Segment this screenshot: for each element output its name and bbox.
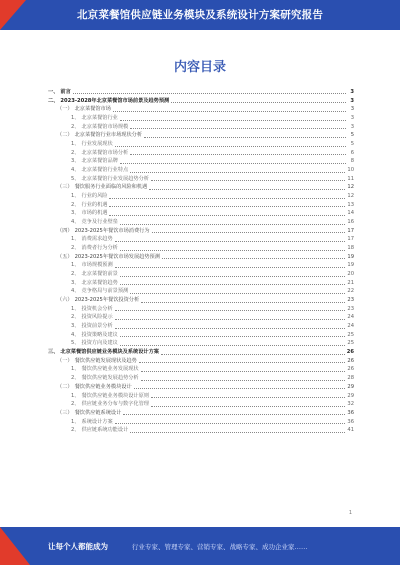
toc-leader-dots	[141, 302, 345, 303]
toc-entry-number: （三）	[57, 184, 73, 191]
toc-entry-number: 4、	[71, 219, 80, 226]
toc-entry-page: 17	[347, 227, 354, 234]
toc-entry-label: 行业的风险	[81, 193, 108, 200]
toc-leader-dots	[123, 414, 345, 415]
toc-entry-number: （一）	[57, 357, 73, 364]
toc-entry-number: 2、	[71, 201, 80, 208]
toc-entry-page: 26	[346, 349, 354, 356]
toc-entry-number: 2、	[71, 375, 80, 382]
toc-title: 内容目录	[173, 60, 226, 75]
toc-entry-number: 1、	[71, 141, 80, 148]
toc-leader-dots	[162, 258, 345, 259]
toc-leader-dots	[120, 345, 346, 346]
toc-entry-number: （二）	[57, 383, 73, 390]
toc-entry[interactable]	[48, 357, 354, 366]
toc-entry-number: 3、	[71, 323, 80, 330]
toc-entry-page: 23	[347, 305, 354, 312]
toc-entry-number: 三、	[48, 349, 59, 356]
toc-leader-dots	[151, 397, 345, 398]
toc-entry[interactable]	[48, 201, 354, 210]
toc-entry-label: 2023-2028年北京菜餐馆市场前景及趋势预测	[60, 97, 170, 104]
toc-leader-dots	[134, 388, 346, 389]
toc-entry-number: 2、	[71, 401, 80, 408]
toc-entry-label: 北京菜餐馆市场	[74, 106, 111, 113]
toc-leader-dots	[152, 232, 346, 233]
toc-entry[interactable]	[48, 253, 354, 262]
toc-entry-page: 36	[347, 418, 354, 425]
toc-entry-label: 竞争及行业壁垒	[81, 219, 118, 226]
toc-entry[interactable]	[48, 418, 354, 427]
toc-entry-label: 北京菜餐馆品牌	[81, 158, 118, 165]
toc-entry[interactable]	[48, 105, 354, 114]
toc-entry-number: 5、	[71, 340, 80, 347]
toc-entry-label: 北京菜餐馆市场分析	[81, 149, 129, 156]
toc-leader-dots	[130, 293, 345, 294]
toc-leader-dots	[113, 111, 346, 112]
toc-entry-label: 投资策略及建议	[81, 331, 118, 338]
table-of-contents	[48, 88, 354, 435]
toc-entry[interactable]	[48, 270, 354, 279]
toc-entry-label: 北京菜餐馆行业特点	[81, 167, 129, 174]
toc-entry-label: 北京菜餐馆供应链业务模块及系统设计方案	[60, 349, 159, 356]
toc-leader-dots	[120, 120, 346, 121]
toc-leader-dots	[120, 250, 346, 251]
toc-entry[interactable]	[48, 322, 354, 331]
toc-leader-dots	[120, 224, 346, 225]
toc-entry-number: 一、	[48, 88, 59, 95]
toc-entry-page: 3	[350, 88, 354, 95]
toc-entry[interactable]	[48, 235, 354, 244]
toc-entry-page: 26	[347, 366, 354, 373]
toc-entry-label: 市场规模预测	[81, 262, 113, 269]
toc-entry-label: 供应链业务分布与数字化管理	[81, 401, 149, 408]
toc-entry-page: 25	[347, 340, 354, 347]
toc-entry-label: 竞争格局与前景预测	[81, 288, 129, 295]
toc-entry[interactable]	[48, 166, 354, 175]
toc-entry-label: 餐饮供应链系统设计	[74, 409, 122, 416]
toc-entry-label: 北京菜餐馆行业发展趋势分析	[81, 175, 149, 182]
toc-entry-page: 17	[347, 236, 354, 243]
toc-entry-label: 2023-2025年餐饮市场消费行为	[74, 227, 150, 234]
toc-entry-page: 20	[347, 271, 354, 278]
toc-leader-dots	[109, 198, 345, 199]
toc-entry-number: （二）	[57, 132, 73, 139]
toc-entry-label: 消费需求趋势	[81, 236, 113, 243]
toc-entry[interactable]	[48, 244, 354, 253]
toc-entry-number: 2、	[71, 271, 80, 278]
toc-entry-label: 市场的机遇	[81, 210, 108, 217]
toc-entry[interactable]	[48, 409, 354, 418]
toc-entry-page: 3	[350, 115, 354, 121]
toc-entry-label: 系统设计方案	[81, 418, 113, 425]
toc-entry[interactable]	[48, 305, 354, 314]
toc-entry-number: （一）	[57, 106, 73, 113]
toc-entry[interactable]	[48, 279, 354, 288]
toc-entry[interactable]	[48, 157, 354, 166]
toc-entry[interactable]	[48, 426, 354, 435]
toc-entry-label: 投资方向及建议	[81, 340, 118, 347]
toc-entry-label: 行业发展现状	[81, 141, 113, 148]
toc-entry-number: （五）	[57, 253, 73, 260]
toc-entry[interactable]	[48, 140, 354, 149]
toc-entry-label: 餐饮供应链业务模块设计原则	[81, 392, 149, 399]
toc-entry-number: 2、	[71, 245, 80, 252]
toc-entry-page: 19	[347, 262, 354, 269]
toc-leader-dots	[161, 354, 345, 355]
toc-entry-page: 23	[347, 297, 354, 304]
toc-leader-dots	[115, 328, 346, 329]
toc-entry[interactable]	[48, 392, 354, 401]
toc-entry-number: 2、	[71, 314, 80, 321]
toc-entry-label: 投资机会分析	[81, 305, 113, 312]
page-number: 1	[348, 510, 352, 516]
toc-entry-number: 1、	[71, 262, 80, 269]
toc-entry-label: 北京菜餐馆行业	[81, 115, 118, 121]
toc-leader-dots	[115, 423, 346, 424]
toc-entry-label: 2023-2025年餐饮市场发展趋势预测	[74, 253, 160, 260]
toc-entry-page: 24	[347, 314, 354, 321]
toc-entry-number: 2、	[71, 123, 80, 130]
toc-entry-label: 消费者行为分析	[81, 245, 118, 252]
toc-leader-dots	[141, 371, 346, 372]
toc-leader-dots	[130, 128, 346, 129]
toc-entry-number: 1、	[71, 193, 80, 200]
toc-leader-dots	[171, 102, 346, 103]
toc-entry-label: 北京菜餐馆市场规模	[81, 123, 129, 130]
toc-entry[interactable]	[48, 192, 354, 201]
toc-entry-label: 餐饮供应链业务发展现状	[81, 366, 139, 373]
toc-entry[interactable]	[48, 287, 354, 296]
toc-entry-page: 29	[347, 383, 354, 390]
toc-entry-number: 4、	[71, 331, 80, 338]
toc-entry-page: 6	[350, 149, 354, 156]
toc-entry[interactable]	[48, 227, 354, 236]
footer-banner	[0, 527, 400, 565]
toc-leader-dots	[130, 432, 345, 433]
toc-entry[interactable]	[48, 400, 354, 409]
toc-entry-number: 1、	[71, 392, 80, 399]
toc-entry[interactable]	[48, 209, 354, 218]
toc-entry-label: 投资风险提示	[81, 314, 113, 321]
toc-leader-dots	[109, 215, 345, 216]
toc-leader-dots	[120, 284, 346, 285]
toc-entry[interactable]	[48, 97, 354, 106]
toc-entry-page: 5	[350, 132, 354, 139]
toc-entry-number: 2、	[71, 149, 80, 156]
toc-entry-page: 3	[350, 97, 354, 104]
toc-entry-label: 北京菜餐馆行业市场现状分析	[74, 132, 143, 139]
toc-entry-number: 5、	[71, 175, 80, 182]
toc-entry[interactable]	[48, 261, 354, 270]
footer-subtitle: 行业专家、管理专家、营销专家、战略专家、成功企业家……	[132, 543, 308, 551]
toc-leader-dots	[151, 180, 345, 181]
footer-slogan: 让每个人都能成为	[48, 542, 108, 551]
header-banner	[0, 0, 400, 30]
toc-entry-page: 12	[347, 193, 354, 200]
toc-entry-number: （六）	[57, 297, 73, 304]
toc-leader-dots	[130, 172, 345, 173]
toc-leader-dots	[115, 267, 346, 268]
toc-entry-page: 41	[347, 427, 354, 434]
toc-entry[interactable]	[48, 88, 354, 97]
toc-entry-page: 24	[347, 323, 354, 330]
toc-entry-number: 3、	[71, 279, 80, 286]
toc-entry[interactable]	[48, 149, 354, 158]
toc-entry-number: 3、	[71, 158, 80, 165]
toc-entry-page: 3	[350, 123, 354, 130]
toc-entry[interactable]	[48, 348, 354, 357]
toc-entry[interactable]	[48, 183, 354, 192]
toc-entry-number: 1、	[71, 115, 80, 121]
toc-entry-page: 26	[347, 357, 354, 364]
toc-entry-number: 4、	[71, 167, 80, 174]
toc-leader-dots	[115, 241, 346, 242]
toc-entry-label: 行业的机遇	[81, 201, 108, 208]
toc-entry-page: 8	[350, 158, 354, 165]
toc-entry-number: 1、	[71, 236, 80, 243]
toc-entry[interactable]	[48, 296, 354, 305]
toc-entry-number: 4、	[71, 288, 80, 295]
toc-leader-dots	[141, 380, 346, 381]
toc-entry-page: 3	[350, 106, 354, 113]
toc-entry-page: 12	[347, 184, 354, 191]
toc-entry-label: 餐饮服务行业面临的风险和机遇	[74, 184, 148, 191]
toc-leader-dots	[120, 276, 346, 277]
toc-entry[interactable]	[48, 366, 354, 375]
toc-leader-dots	[115, 146, 346, 147]
toc-entry-label: 前言	[60, 88, 71, 95]
toc-entry[interactable]	[48, 131, 354, 140]
toc-leader-dots	[151, 406, 345, 407]
toc-entry-page: 18	[347, 245, 354, 252]
toc-entry-page: 28	[347, 375, 354, 382]
toc-entry-page: 32	[347, 401, 354, 408]
toc-entry-page: 29	[347, 392, 354, 399]
toc-entry-page: 25	[347, 331, 354, 338]
toc-entry-label: 供应链系统功能设计	[81, 427, 129, 434]
toc-entry-number: 1、	[71, 418, 80, 425]
toc-entry-number: （三）	[57, 409, 73, 416]
toc-entry-label: 餐饮供应链发展现状及趋势	[74, 357, 137, 364]
toc-leader-dots	[73, 93, 346, 94]
toc-entry-page: 13	[347, 201, 354, 208]
toc-entry[interactable]	[48, 331, 354, 340]
toc-entry-number: 1、	[71, 305, 80, 312]
toc-leader-dots	[115, 319, 346, 320]
toc-entry-page: 16	[347, 219, 354, 226]
toc-entry-number: 二、	[48, 97, 59, 104]
toc-entry[interactable]	[48, 114, 354, 123]
report-title: 北京菜餐馆供应链业务模块及系统设计方案研究报告	[76, 9, 324, 21]
toc-leader-dots	[109, 206, 345, 207]
toc-leader-dots	[120, 163, 346, 164]
toc-entry-label: 投资前景分析	[81, 323, 113, 330]
toc-leader-dots	[115, 310, 346, 311]
toc-entry-page: 10	[347, 167, 354, 174]
footer-accent	[0, 527, 30, 565]
toc-leader-dots	[149, 189, 345, 190]
toc-entry[interactable]	[48, 313, 354, 322]
toc-entry-page: 5	[350, 141, 354, 148]
toc-leader-dots	[139, 362, 346, 363]
toc-entry-number: 3、	[71, 210, 80, 217]
toc-entry[interactable]	[48, 175, 354, 184]
toc-entry-page: 36	[347, 409, 354, 416]
toc-entry-page: 21	[347, 279, 354, 286]
toc-entry-number: 2、	[71, 427, 80, 434]
toc-entry[interactable]	[48, 374, 354, 383]
toc-entry[interactable]	[48, 383, 354, 392]
toc-leader-dots	[144, 137, 346, 138]
toc-entry[interactable]	[48, 123, 354, 132]
toc-entry-label: 2023-2025年餐饮投资分析	[74, 297, 140, 304]
toc-entry-page: 22	[347, 288, 354, 295]
toc-entry-page: 14	[347, 210, 354, 217]
toc-entry[interactable]	[48, 339, 354, 348]
toc-entry-label: 北京菜餐馆趋势	[81, 279, 118, 286]
toc-entry-number: （四）	[57, 227, 73, 234]
toc-leader-dots	[120, 336, 346, 337]
toc-entry-label: 北京菜餐馆前景	[81, 271, 118, 278]
toc-entry-label: 餐饮供应链发展趋势分析	[81, 375, 139, 382]
toc-entry[interactable]	[48, 218, 354, 227]
toc-entry-page: 11	[347, 175, 354, 182]
toc-entry-page: 19	[347, 253, 354, 260]
toc-entry-label: 餐饮供应链业务模块设计	[74, 383, 132, 390]
toc-entry-number: 1、	[71, 366, 80, 373]
toc-leader-dots	[130, 154, 346, 155]
